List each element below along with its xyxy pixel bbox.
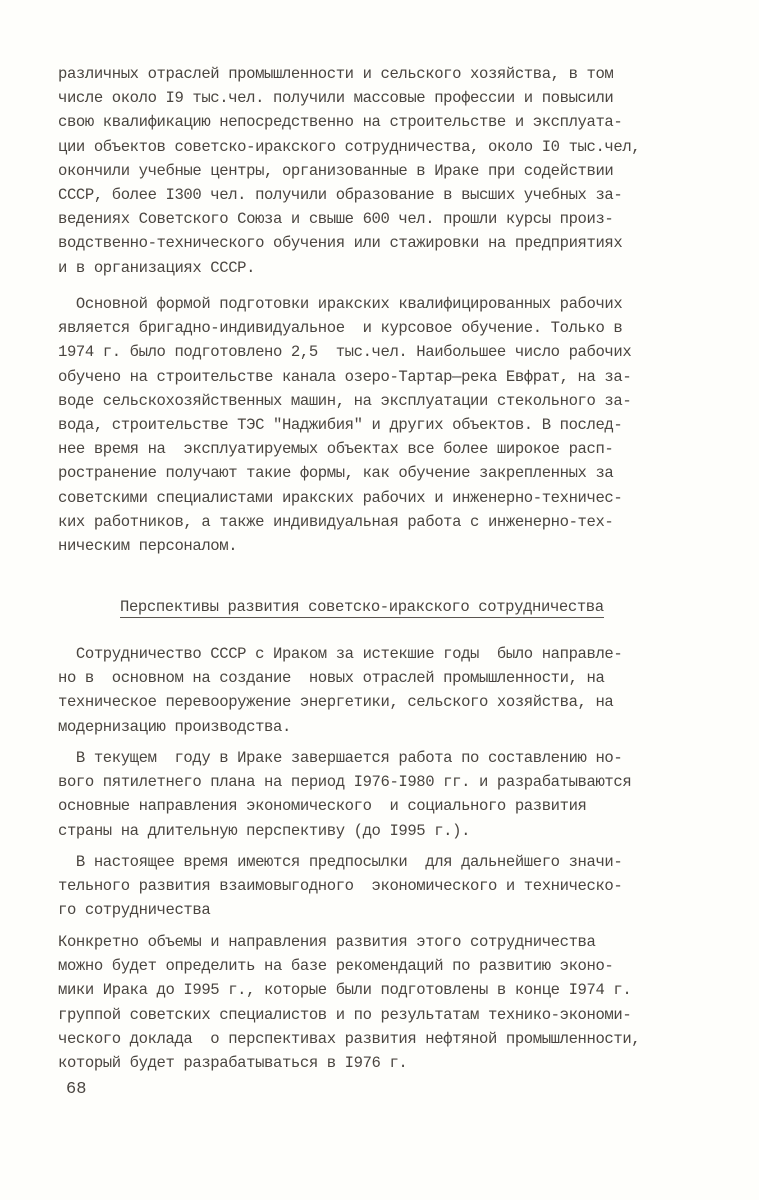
section-heading: Перспективы развития советско-иракского сотрудничества <box>120 598 604 616</box>
paragraph-training <box>58 292 758 558</box>
text-line: числе около I9 тыс.чел. получили массовые профессии и повысили <box>58 89 614 108</box>
paragraph-cooperation <box>58 642 758 739</box>
text-line: основные направления экономического и социального развития <box>58 797 587 816</box>
text-line: Конкретно объемы и направления развития этого сотрудничества <box>58 933 596 951</box>
text-line: техническое перевооружение энергетики, сельского хозяйства, на <box>58 693 614 712</box>
text-line: вода, строительстве ТЭС "Наджибия" и других объектов. В послед- <box>58 415 623 434</box>
text-line: Сотрудничество СССР с Ираком за истекшие годы было направле- <box>58 645 623 663</box>
text-line: ространение получают такие формы, как обучение закрепленных за <box>58 464 614 483</box>
text-line: советскими специалистами иракских рабочих и инженерно-техничес- <box>58 488 623 507</box>
text-line: можно будет определить на базе рекомендаций по развитию эконо- <box>58 957 614 976</box>
text-line: воде сельскохозяйственных машин, на эксплуатации стекольного за- <box>58 391 632 410</box>
paragraph-continuation <box>58 62 748 280</box>
paragraph-plan <box>58 746 758 843</box>
text-line: группой советских специалистов и по результатам технико-экономи- <box>58 1005 632 1024</box>
paragraph-specifics <box>58 930 758 1075</box>
text-line: водственно-технического обучения или стажировки на предприятиях <box>58 234 623 253</box>
text-line: ведениях Советского Союза и свыше 600 чел. прошли курсы произ- <box>58 210 614 229</box>
text-line: мики Ирака до I995 г., которые были подготовлены в конце I974 г. <box>58 981 632 1000</box>
text-line: нее время на эксплуатируемых объектах все более широкое расп- <box>58 440 614 459</box>
text-line: В настоящее время имеются предпосылки для дальнейшего значи- <box>58 853 623 871</box>
text-line: СССР, более I300 чел. получили образование в высших учебных за- <box>58 185 623 204</box>
text-line: является бригадно-индивидуальное и курсовое обучение. Только в <box>58 319 623 338</box>
text-line: свою квалификацию непосредственно на строительстве и эксплуата- <box>58 113 623 132</box>
text-line: и в организациях СССР. <box>58 258 256 277</box>
text-line: ческого доклада о перспективах развития нефтяной промышленности, <box>58 1029 641 1048</box>
text-line: ких работников, а также индивидуальная работа с инженерно-тех- <box>58 512 614 531</box>
text-line: страны на длительную перспективу (до I995 г.). <box>58 821 471 840</box>
page-number: 68 <box>66 1080 87 1099</box>
text-line: 1974 г. было подготовлено 2,5 тыс.чел. Наибольшее число рабочих <box>58 343 632 362</box>
text-line: но в основном на создание новых отраслей промышленности, на <box>58 669 605 688</box>
text-line: модернизацию производства. <box>58 717 291 736</box>
text-line: различных отраслей промышленности и сельского хозяйства, в том <box>58 65 614 83</box>
text-line: го сотрудничества <box>58 901 211 920</box>
paragraph-prerequisites <box>58 850 758 923</box>
text-line: ническим персоналом. <box>58 536 238 555</box>
text-line: который будет разрабатываться в I976 г. <box>58 1053 408 1072</box>
text-line: обучено на строительстве канала озеро-Тартар—река Евфрат, на за- <box>58 367 632 386</box>
text-line: тельного развития взаимовыгодного экономического и техническо- <box>58 877 623 896</box>
text-line: Основной формой подготовки иракских квалифицированных рабочих <box>58 295 623 313</box>
text-line: вого пятилетнего плана на период I976-I980 гг. и разрабатываются <box>58 773 632 792</box>
text-line: ции объектов советско-иракского сотрудничества, около I0 тыс.чел, <box>58 137 641 156</box>
text-line: окончили учебные центры, организованные в Ираке при содействии <box>58 161 614 180</box>
text-line: В текущем году в Ираке завершается работа по составлению но- <box>58 749 623 767</box>
